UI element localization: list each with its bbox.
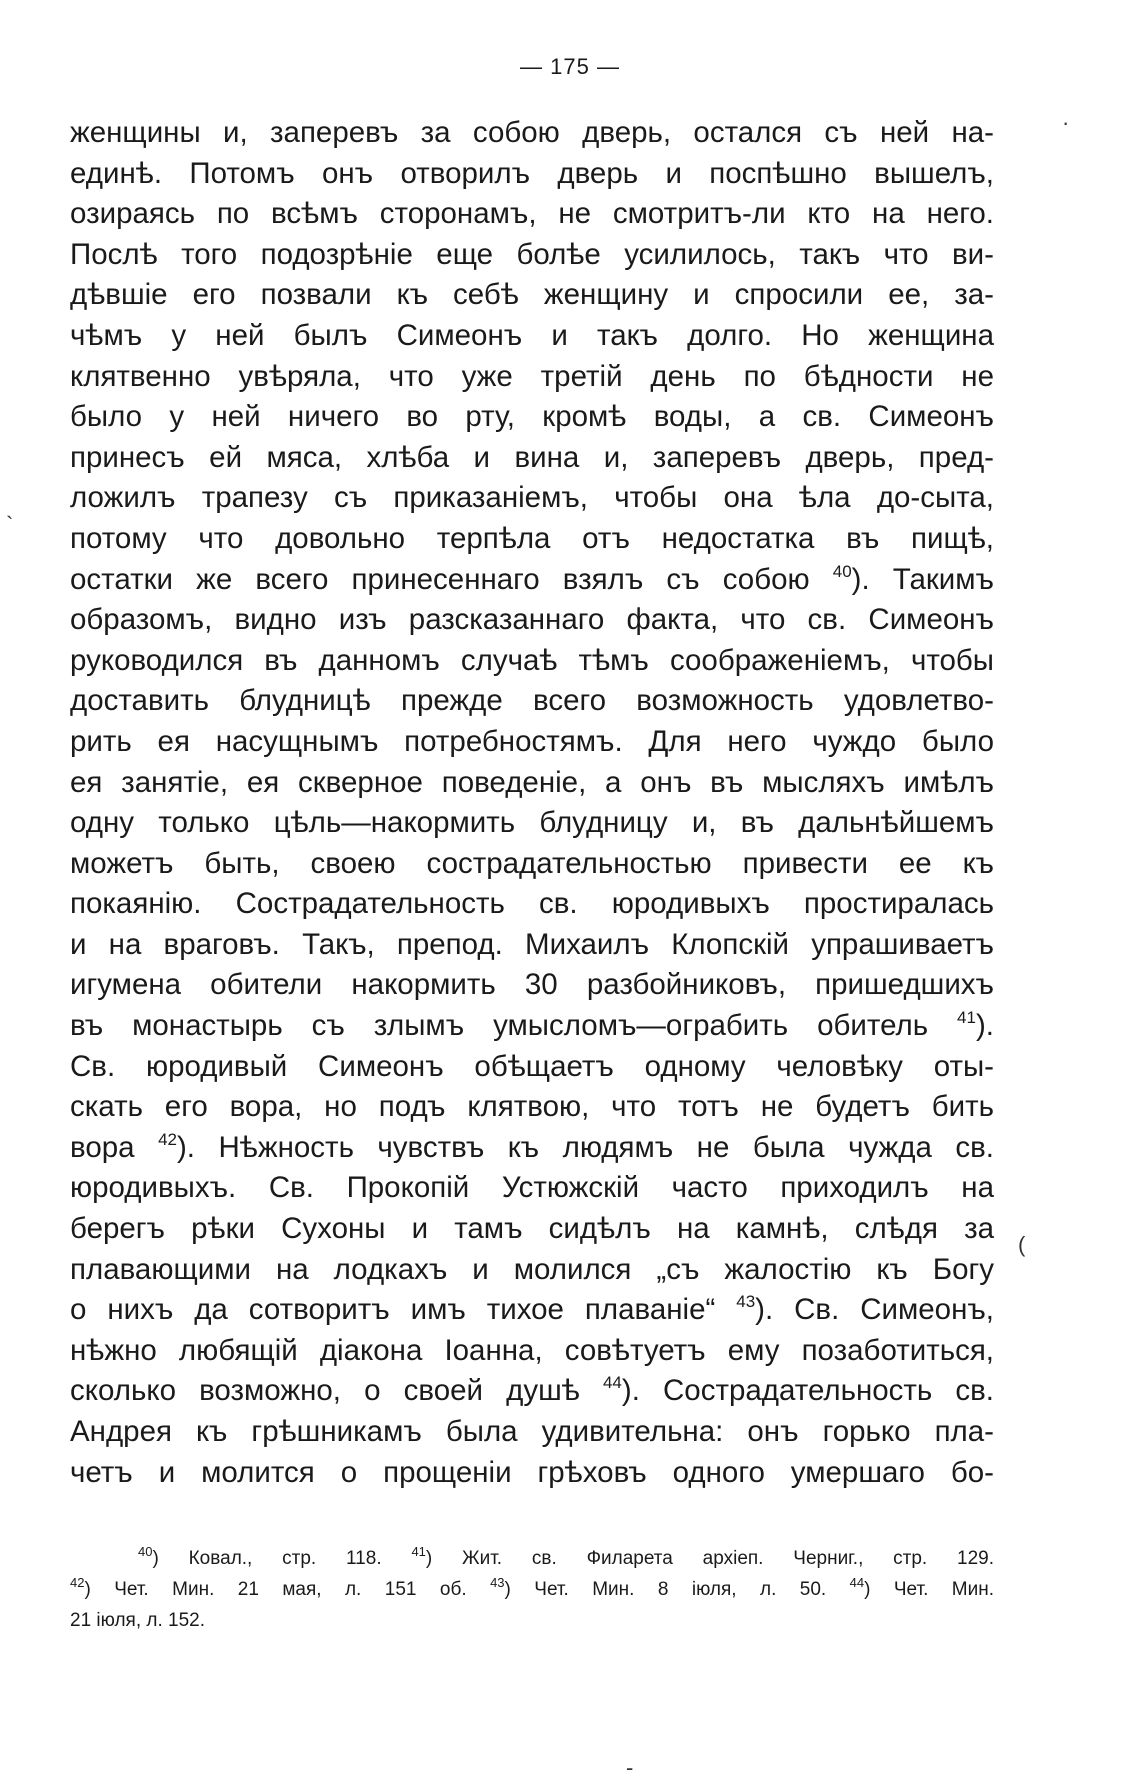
body-text (70, 113, 994, 1493)
scan-mark: ( (1018, 1232, 1026, 1257)
text-fragment: въ монастырь съ злымъ умысломъ—ограбить обитель (70, 1009, 958, 1043)
text-line (70, 1128, 994, 1169)
scan-speck: · (1062, 110, 1070, 135)
footnote-text: ) Чет. Мин. (864, 1579, 995, 1600)
text-line (70, 1371, 994, 1412)
text-line: покаянію. Сострадательность св. юродивыхъ простиралась (70, 887, 994, 921)
footnote-number: 41 (411, 1544, 426, 1559)
text-line: дѣвшіе его позвали къ себѣ женщину и спросили ее, за- (70, 278, 994, 312)
footnote-text: ) Ковал., стр. 118. (152, 1548, 382, 1569)
text-line: женщины и, заперевъ за собою дверь, остался съ ней на- (70, 116, 994, 149)
text-line: Андрея къ грѣшникамъ была удивительна: онъ горько пла- (70, 1415, 994, 1448)
text-line: образомъ, видно изъ разсказаннаго факта, что св. Симеонъ (70, 603, 994, 637)
text-line: и на враговъ. Такъ, препод. Михаилъ Клопскій упрашиваетъ (70, 927, 994, 961)
footnote-text: ) Чет. Мин. 8 іюля, л. 50. (504, 1579, 827, 1600)
page-number: — 175 — (520, 54, 620, 79)
text-fragment: сколько возможно, о своей душѣ (70, 1374, 603, 1408)
text-fragment: ). Такимъ (851, 562, 994, 596)
footnote (70, 1575, 467, 1600)
footnote-number: 40 (138, 1544, 153, 1559)
text-line: берегъ рѣки Сухоны и тамъ сидѣлъ на камнѣ, слѣдя за (70, 1212, 994, 1246)
footnote-line (70, 1543, 994, 1574)
text-fragment: ). (975, 1009, 994, 1043)
footnote (138, 1544, 382, 1569)
text-fragment: ). Нѣжность чувствъ къ людямъ не была чужда св. (176, 1130, 994, 1164)
footnote-ref: 44 (602, 1373, 622, 1393)
text-line: игумена обители накормить 30 разбойниковъ, пришедшихъ (70, 968, 994, 1002)
footnote-number: 42 (70, 1575, 85, 1590)
text-line: можетъ быть, своею сострадательностью привести ее къ (70, 846, 994, 880)
text-line: Послѣ того подозрѣніе еще болѣе усилилось, такъ что ви- (70, 237, 994, 271)
text-line: потому что довольно терпѣла отъ недостатка въ пищѣ, (70, 521, 994, 555)
footnote (490, 1575, 827, 1600)
text-line: клятвенно увѣряла, что уже третій день по бѣдности не (70, 359, 994, 393)
footnotes (70, 1543, 994, 1636)
footnote-ref: 41 (957, 1008, 976, 1028)
scan-speck: ` (6, 512, 14, 537)
text-line: доставить блудницѣ прежде всего возможность удовлетво- (70, 684, 994, 718)
text-line: юродивыхъ. Св. Прокопій Устюжскій часто приходилъ на (70, 1171, 994, 1205)
text-line: нѣжно любящій діакона Іоанна, совѣтуетъ ему позаботиться, (70, 1333, 994, 1367)
text-line: рить ея насущнымъ потребностямъ. Для него чуждо было (70, 724, 994, 758)
text-line: было у ней ничего во рту, кромѣ воды, а св. Симеонъ (70, 400, 994, 434)
text-fragment: остатки же всего принесеннаго взялъ съ собою (70, 562, 833, 596)
text-line: единѣ. Потомъ онъ отворилъ дверь и поспѣшно вышелъ, (70, 156, 994, 190)
text-line: озираясь по всѣмъ сторонамъ, не смотритъ-ли кто на него. (70, 197, 994, 231)
footnote-text: ) Чет. Мин. 21 мая, л. 151 об. (84, 1579, 467, 1600)
text-line (70, 1290, 994, 1331)
footnote-line (70, 1574, 994, 1605)
text-line: одну только цѣль—накормить блудницу и, въ дальнѣйшемъ (70, 806, 994, 840)
footnote-ref: 40 (832, 561, 852, 581)
footnote-number: 44 (849, 1575, 865, 1590)
scan-speck: - (626, 1755, 634, 1780)
footnote-number: 43 (490, 1575, 505, 1590)
text-line: Св. юродивый Симеонъ обѣщаетъ одному человѣку оты- (70, 1049, 994, 1083)
text-line (70, 1006, 994, 1047)
text-line: руководился въ данномъ случаѣ тѣмъ соображеніемъ, чтобы (70, 643, 994, 677)
text-line: скать его вора, но подъ клятвою, что тотъ не будетъ бить (70, 1090, 994, 1124)
footnote-text: ) Жит. св. Филарета архіеп. Черниг., стр. 129. (425, 1548, 995, 1569)
footnote-line: 21 іюля, л. 152. (70, 1610, 206, 1631)
text-fragment: ). Сострадательность св. (621, 1374, 995, 1408)
footnote (849, 1575, 995, 1600)
footnote-ref: 42 (158, 1129, 177, 1149)
text-line: ея занятіе, ея скверное поведеніе, а онъ въ мысляхъ имѣлъ (70, 765, 994, 799)
text-line (70, 560, 994, 601)
text-line: плавающими на лодкахъ и молился „съ жалостію къ Богу (70, 1252, 994, 1286)
text-fragment: вора (70, 1130, 159, 1164)
footnote (411, 1544, 995, 1569)
text-line: чѣмъ у ней былъ Симеонъ и такъ долго. Но женщина (70, 318, 994, 352)
text-line: четъ и молится о прощеніи грѣховъ одного умершаго бо- (70, 1455, 994, 1489)
text-line: принесъ ей мяса, хлѣба и вина и, заперевъ дверь, пред- (70, 440, 994, 474)
footnote-ref: 43 (736, 1292, 756, 1312)
text-line: ложилъ трапезу съ приказаніемъ, чтобы она ѣла до-сыта, (70, 481, 994, 515)
text-fragment: ). Св. Симеонъ, (755, 1293, 994, 1327)
text-fragment: о нихъ да сотворитъ имъ тихое плаваніе“ (70, 1293, 737, 1327)
